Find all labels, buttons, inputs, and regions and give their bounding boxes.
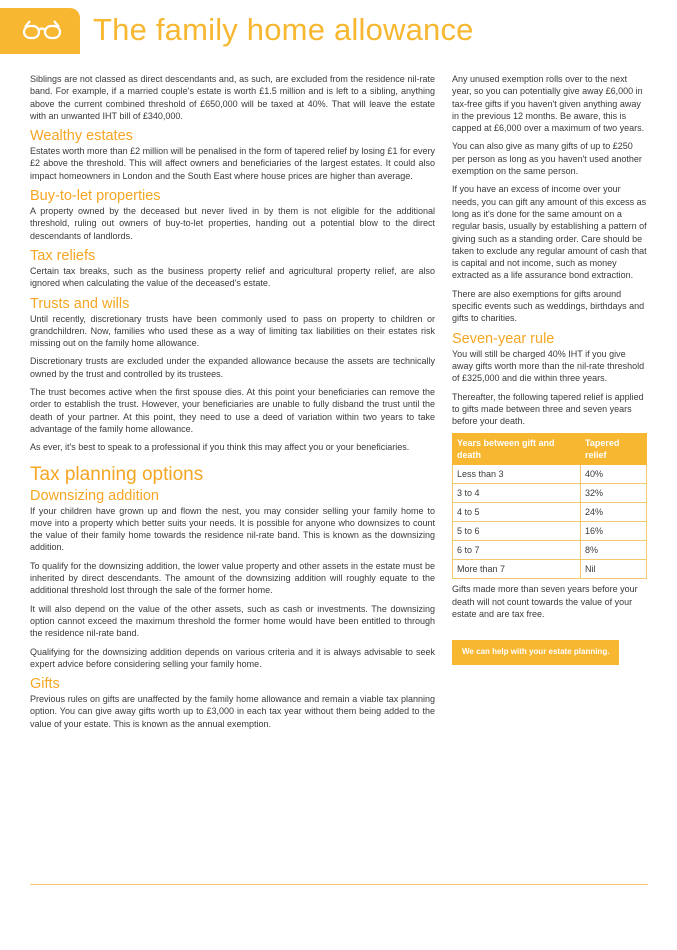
table-cell-years: More than 7 <box>453 560 581 579</box>
wealthy-estates-text: Estates worth more than £2 million will be penalised in the form of tapered relief by losing £1 for every £2 above the threshold. This will affect owners and beneficiaries of the largest estates. It could also impact homeowners in London and the South East where house prices are higher than average. <box>30 146 435 181</box>
table-row <box>453 465 647 484</box>
right-column <box>452 73 647 665</box>
page-header <box>0 8 677 56</box>
downsizing-paragraph-2: To qualify for the downsizing addition, the lower value property and other assets in the estate must be inherited by direct descendants. The amount of the downsizing addition will roughly equate to the additional threshold lost through the sale of the former home. <box>30 560 435 596</box>
estate-planning-cta: We can help with your estate planning. <box>452 640 619 664</box>
table-row <box>453 560 647 579</box>
exemption-paragraph-4: There are also exemptions for gifts around specific events such as weddings, birthdays and gifts to charities. <box>452 288 645 324</box>
seven-year-paragraph-1: You will still be charged 40% IHT if you give away gifts worth more than the nil-rate threshold of £325,000 and die within three years. <box>452 348 645 384</box>
intro-paragraph: Siblings are not classed as direct descendants and, as such, are excluded from the residence nil-rate band. For example, if a married couple's estate is worth £1.5 million and is left to a sibling, anything above the current combined threshold of £650,000 will be taxed at 40%. That will leave the estate with an unwanted IHT bill of £340,000. <box>30 74 435 121</box>
table-row <box>453 541 647 560</box>
tax-planning-heading: Tax planning options <box>30 463 204 485</box>
left-column <box>30 73 435 736</box>
buy-to-let-heading: Buy-to-let properties <box>30 188 161 205</box>
tapered-relief-table <box>452 433 647 579</box>
table-cell-years: Less than 3 <box>453 465 581 484</box>
seven-year-paragraph-2: Thereafter, the following tapered relief is applied to gifts made between three and seven years before your death. <box>452 391 644 427</box>
gifts-heading: Gifts <box>30 676 60 693</box>
table-cell-years: 4 to 5 <box>453 503 581 522</box>
trusts-paragraph-3: The trust becomes active when the first spouse dies. At this point your beneficiaries can remove the order to establish the trust. However, your beneficiaries are unable to fully disband the trust until the death of your partner. At this point, they need to use a deed of variation within two years to take advantage of the family home allowance. <box>30 387 435 434</box>
tax-reliefs-heading: Tax reliefs <box>30 247 96 264</box>
glasses-icon <box>22 19 62 41</box>
table-cell-relief: 40% <box>581 465 647 484</box>
trusts-paragraph-2: Discretionary trusts are excluded under the expanded allowance because the assets are technically owned by the trust and controlled by its trustees. <box>30 356 435 379</box>
logo-badge <box>0 8 80 54</box>
exemption-paragraph-1: Any unused exemption rolls over to the next year, so you can potentially give away £6,000 in tax-free gifts if you haven't given anything away in the previous 12 months. Be aware, this is capped at £6,000 over a maximum of two years. <box>452 74 645 134</box>
table-cell-relief: 32% <box>581 484 647 503</box>
trusts-paragraph-1: Until recently, discretionary trusts have been commonly used to pass on property to children or grandchildren. Now, families who used these as a way of limiting tax liabilities on their estates risk missing out on the family home allowance. <box>30 313 435 349</box>
downsizing-heading: Downsizing addition <box>30 487 159 504</box>
table-cell-relief: Nil <box>581 560 647 579</box>
table-cell-years: 5 to 6 <box>453 522 581 541</box>
table-header-years: Years between gift and death <box>453 434 581 465</box>
gifts-text: Previous rules on gifts are unaffected by the family home allowance and remain a viable tax planning option. You can give away gifts worth up to £3,000 in each tax year without them being added to the value of your estate. This is known as the annual exemption. <box>30 694 435 729</box>
table-cell-years: 3 to 4 <box>453 484 581 503</box>
downsizing-paragraph-3: It will also depend on the value of the other assets, such as cash or investments. The downsizing option cannot exceed the maximum threshold the former home would have been entitled to through the residence nil-rate band. <box>30 603 435 639</box>
table-cell-relief: 24% <box>581 503 647 522</box>
table-row <box>453 484 647 503</box>
buy-to-let-text: A property owned by the deceased but never lived in by them is not eligible for the additional threshold, ruling out owners of buy-to-let properties, handing out a potential blow to the direct descendants of landlords. <box>30 206 435 241</box>
seven-year-rule-heading: Seven-year rule <box>452 330 555 347</box>
exemption-paragraph-2: You can also give as many gifts of up to £250 per person as long as you haven't used another exemption on the same person. <box>452 141 642 177</box>
tax-reliefs-text: Certain tax breaks, such as the business property relief and agricultural property relief, are also ignored when calculating the value of the deceased's estate. <box>30 265 435 289</box>
table-cell-relief: 8% <box>581 541 647 560</box>
after-table-paragraph: Gifts made more than seven years before your death will not count towards the value of your estate and are tax free. <box>452 584 638 620</box>
table-row <box>453 503 647 522</box>
downsizing-paragraph-1: If your children have grown up and flown the nest, you may consider selling your family home to move into a property which better suits your needs. It is possible for anyone who downsizes to count the value of their family home towards the residence nil-rate band. This is known as the downsizing addition. <box>30 505 435 553</box>
wealthy-estates-heading: Wealthy estates <box>30 128 133 145</box>
table-cell-years: 6 to 7 <box>453 541 581 560</box>
trusts-paragraph-4: As ever, it's best to speak to a professional if you think this may affect you or your beneficiaries. <box>30 442 410 453</box>
table-row <box>453 522 647 541</box>
footer-divider <box>30 884 648 885</box>
table-header-row <box>453 434 647 465</box>
page-title: The family home allowance <box>93 12 474 47</box>
trusts-heading: Trusts and wills <box>30 295 130 312</box>
table-cell-relief: 16% <box>581 522 647 541</box>
downsizing-paragraph-4: Qualifying for the downsizing addition depends on various criteria and it is always advisable to seek expert advice before considering selling your family home. <box>30 646 435 669</box>
table-header-relief: Tapered relief <box>581 434 647 465</box>
exemption-paragraph-3: If you have an excess of income over your needs, you can gift any amount of this excess as long as it's done for the same amount on a regular basis, usually by establishing a pattern of giving such as a standing order. Care should be taken to exclude any regular amount of cash that is capital and not income, such as money extracted as a life assurance bond extraction. <box>452 184 647 281</box>
